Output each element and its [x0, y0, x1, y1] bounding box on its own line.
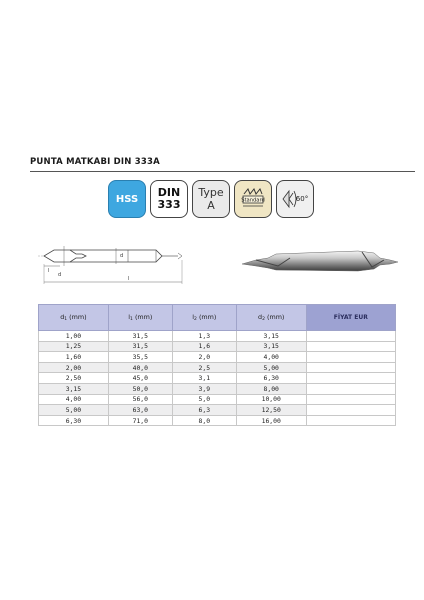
cell-d1: 1,25	[39, 341, 109, 352]
cell-price	[306, 341, 395, 352]
cell-l2: 8,0	[172, 415, 236, 426]
center-drill-photo	[238, 240, 403, 280]
point-angle-icon	[279, 183, 311, 215]
cell-l2: 1,6	[172, 341, 236, 352]
cell-l2: 3,1	[172, 373, 236, 384]
cell-l1: 45,0	[108, 373, 172, 384]
header-d2: $d_2$ (mm)	[236, 305, 306, 331]
header-l1: $l_1$ (mm)	[108, 305, 172, 331]
cell-l2: 6,3	[172, 405, 236, 416]
din-number: 333	[157, 198, 181, 211]
cell-l1: 71,0	[108, 415, 172, 426]
page-title: PUNTA MATKABI DIN 333A	[30, 157, 160, 167]
din-label: DIN	[157, 186, 181, 199]
spec-table	[38, 304, 396, 426]
standard-badge	[234, 180, 272, 218]
header-l2: $l_2$ (mm)	[172, 305, 236, 331]
cell-l2: 2,5	[172, 362, 236, 373]
property-badges	[108, 180, 314, 218]
cell-l1: 35,5	[108, 352, 172, 363]
cell-d1: 3,15	[39, 383, 109, 394]
header-d1: $d_1$ (mm)	[39, 305, 109, 331]
d1-label: d	[58, 272, 62, 278]
cell-d2: 3,15	[236, 331, 306, 342]
cell-l2: 2,0	[172, 352, 236, 363]
cell-price	[306, 394, 395, 405]
angle-label: 60°	[295, 195, 309, 203]
angle-badge	[276, 180, 314, 218]
cell-d1: 4,00	[39, 394, 109, 405]
cell-d2: 3,15	[236, 341, 306, 352]
cell-d2: 4,00	[236, 352, 306, 363]
table-row	[39, 331, 396, 342]
cell-d1: 2,50	[39, 373, 109, 384]
cell-d1: 1,60	[39, 352, 109, 363]
cell-l1: 56,0	[108, 394, 172, 405]
cell-l1: 50,0	[108, 383, 172, 394]
hss-label: HSS	[115, 193, 139, 205]
cell-l1: 31,5	[108, 331, 172, 342]
cell-l2: 3,9	[172, 383, 236, 394]
d2-label: d	[120, 253, 124, 259]
title-divider	[30, 171, 415, 172]
cell-price	[306, 331, 395, 342]
l1-label: l	[128, 276, 130, 282]
table-row	[39, 362, 396, 373]
cell-d2: 6,30	[236, 373, 306, 384]
table-row	[39, 352, 396, 363]
cell-d1: 5,00	[39, 405, 109, 416]
table-row	[39, 394, 396, 405]
hss-badge	[108, 180, 146, 218]
cell-price	[306, 405, 395, 416]
l2-label: l	[48, 268, 50, 274]
type-label: Type	[198, 186, 224, 199]
cell-l1: 63,0	[108, 405, 172, 416]
cell-d2: 8,00	[236, 383, 306, 394]
din-badge	[150, 180, 188, 218]
cell-price	[306, 362, 395, 373]
cell-price	[306, 415, 395, 426]
table-row	[39, 415, 396, 426]
header-price: FİYAT EUR	[306, 305, 395, 331]
cell-d2: 16,00	[236, 415, 306, 426]
type-value: A	[207, 199, 215, 212]
factory-icon	[238, 184, 268, 214]
table-row	[39, 341, 396, 352]
cell-d2: 12,50	[236, 405, 306, 416]
cell-d1: 1,00	[39, 331, 109, 342]
table-header-row	[39, 305, 396, 331]
cell-d1: 2,00	[39, 362, 109, 373]
type-badge	[192, 180, 230, 218]
cell-price	[306, 352, 395, 363]
cell-price	[306, 383, 395, 394]
standard-label: Standard	[241, 197, 265, 204]
cell-d1: 6,30	[39, 415, 109, 426]
table-row	[39, 383, 396, 394]
cell-d2: 10,00	[236, 394, 306, 405]
table-row	[39, 405, 396, 416]
cell-l2: 1,3	[172, 331, 236, 342]
cell-d2: 5,00	[236, 362, 306, 373]
cell-l1: 31,5	[108, 341, 172, 352]
technical-drawing	[38, 236, 188, 288]
cell-l2: 5,0	[172, 394, 236, 405]
cell-price	[306, 373, 395, 384]
cell-l1: 40,0	[108, 362, 172, 373]
table-row	[39, 373, 396, 384]
